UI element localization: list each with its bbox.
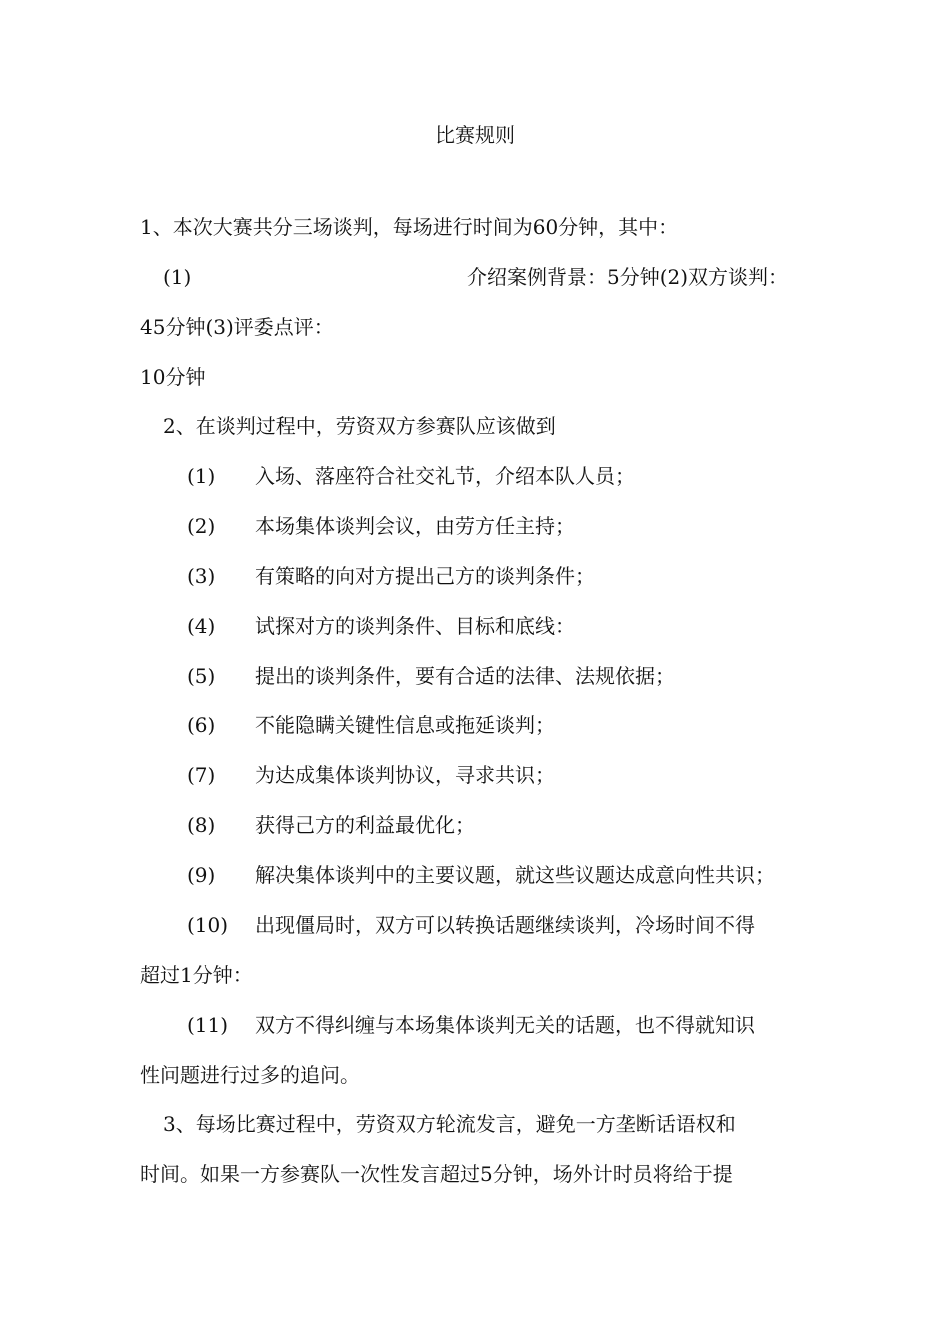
list-item-number: (9)	[187, 863, 216, 887]
list-item-number: (1)	[187, 464, 216, 488]
list-item-continuation: 性问题进行过多的追问。	[140, 1063, 360, 1087]
list-item-continuation: 超过1分钟：	[140, 963, 253, 987]
list-item-number: (3)	[187, 564, 216, 588]
list-item-text: 解决集体谈判中的主要议题，就这些议题达成意向性共识；	[255, 863, 775, 887]
list-item-text: 本场集体谈判会议，由劳方任主持；	[255, 514, 575, 538]
rule-1-sub-text: 介绍案例背景：5分钟(2)双方谈判：	[467, 265, 789, 289]
rule-3-line-2: 时间。如果一方参赛队一次性发言超过5分钟，场外计时员将给于提	[140, 1162, 733, 1186]
page-title: 比赛规则	[435, 123, 515, 147]
rule-3-line-1: 3、每场比赛过程中，劳资双方轮流发言，避免一方垄断话语权和	[163, 1112, 736, 1136]
list-item-text: 获得己方的利益最优化；	[255, 813, 475, 837]
list-item-text: 试探对方的谈判条件、目标和底线：	[255, 614, 575, 638]
rule-1-continuation-2: 10分钟	[140, 365, 206, 389]
list-item-number: (2)	[187, 514, 216, 538]
list-item-text: 入场、落座符合社交礼节，介绍本队人员；	[255, 464, 635, 488]
list-item-number: (4)	[187, 614, 216, 638]
rule-2-intro: 2、在谈判过程中，劳资双方参赛队应该做到	[163, 414, 556, 438]
rule-1-continuation-1: 45分钟(3)评委点评：	[140, 315, 334, 339]
list-item-text: 出现僵局时，双方可以转换话题继续谈判，冷场时间不得	[255, 913, 755, 937]
list-item-number: (5)	[187, 664, 216, 688]
list-item-text: 有策略的向对方提出己方的谈判条件；	[255, 564, 595, 588]
list-item-text: 双方不得纠缠与本场集体谈判无关的话题，也不得就知识	[255, 1013, 755, 1037]
rule-1-sub-number: (1)	[163, 265, 192, 289]
list-item-number: (7)	[187, 763, 216, 787]
list-item-text: 提出的谈判条件，要有合适的法律、法规依据；	[255, 664, 675, 688]
list-item-text: 不能隐瞒关键性信息或拖延谈判；	[255, 713, 555, 737]
list-item-text: 为达成集体谈判协议，寻求共识；	[255, 763, 555, 787]
rule-1-intro: 1、本次大赛共分三场谈判，每场进行时间为60分钟，其中：	[140, 215, 679, 239]
list-item-number: (10)	[187, 913, 229, 937]
list-item-number: (8)	[187, 813, 216, 837]
list-item-number: (6)	[187, 713, 216, 737]
list-item-number: (11)	[187, 1013, 229, 1037]
